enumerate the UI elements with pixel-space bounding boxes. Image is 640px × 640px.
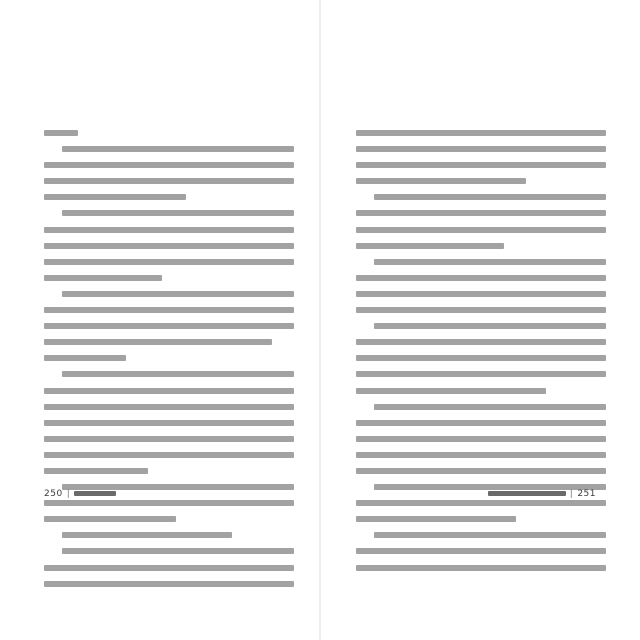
text-line [356,452,606,458]
text-line [44,581,294,587]
text-line [44,516,176,522]
text-line [356,162,606,168]
text-line [374,323,606,329]
text-line [356,500,606,506]
text-line [356,243,504,249]
text-line [44,243,294,249]
text-line [44,468,148,474]
right-page-footer [488,489,596,499]
text-line [44,339,272,345]
text-line [62,548,294,554]
left-page-footer [44,489,116,499]
right-page-body [356,130,606,581]
text-line [44,323,294,329]
text-line [44,355,126,361]
text-line [44,275,162,281]
text-line [356,436,606,442]
running-head-placeholder [488,491,566,496]
text-line [44,388,294,394]
text-line [356,307,606,313]
text-line [374,259,606,265]
text-line [44,178,294,184]
text-line [44,420,294,426]
text-line [356,291,606,297]
text-line [44,259,294,265]
text-line [356,146,606,152]
text-line [356,210,606,216]
page-number: 251 [577,489,596,499]
text-line [356,227,606,233]
text-line [62,371,294,377]
left-page-body [44,130,294,597]
text-line [374,532,606,538]
running-head-separator: | [66,489,71,499]
text-line [44,162,294,168]
text-line [44,194,186,200]
right-page [320,0,640,640]
running-head-placeholder [74,491,116,496]
text-line [44,227,294,233]
text-line [374,194,606,200]
text-line [62,146,294,152]
text-line [356,339,606,345]
text-line [44,130,78,136]
text-line [356,468,606,474]
text-line [44,307,294,313]
text-line [356,420,606,426]
page-number: 250 [44,489,63,499]
text-line [44,452,294,458]
text-line [62,291,294,297]
text-line [356,130,606,136]
text-line [62,532,232,538]
text-line [356,565,606,571]
text-line [44,565,294,571]
text-line [356,516,516,522]
text-line [356,355,606,361]
text-line [356,275,606,281]
text-line [356,371,606,377]
text-line [356,178,526,184]
text-line [356,548,606,554]
text-line [44,500,294,506]
text-line [62,210,294,216]
text-line [44,436,294,442]
text-line [356,388,546,394]
text-line [374,404,606,410]
text-line [44,404,294,410]
running-head-separator: | [569,489,574,499]
